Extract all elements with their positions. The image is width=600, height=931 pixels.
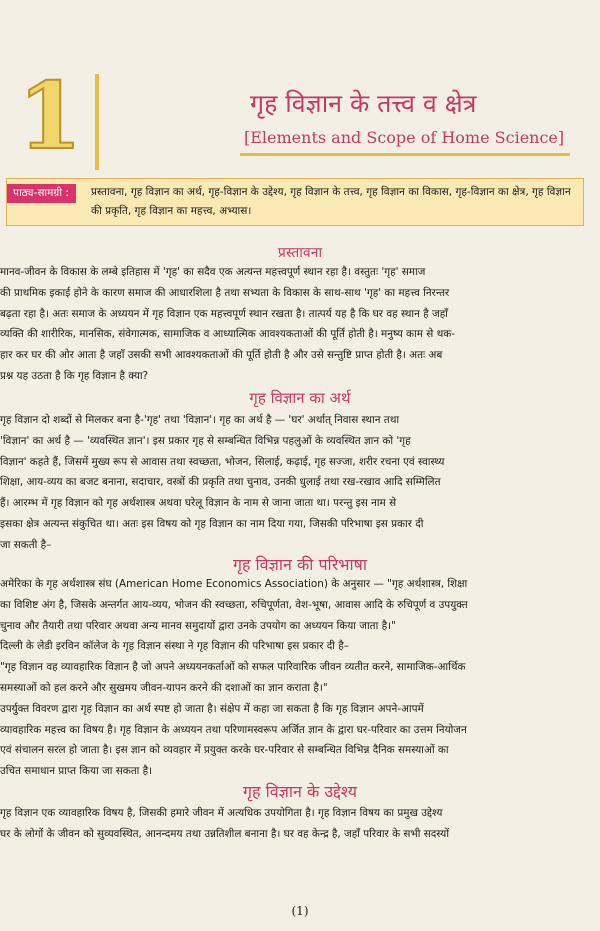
paragraph-meaning: गृह विज्ञान दो शब्दों से मिलकर बना है-'गृह' तथा 'विज्ञान'। गृह का अर्थ है — 'घर' अर्थात् निवास स्थान तथा 'विज्ञान' का अर्थ है — 'व्यवस्थित ज्ञान'। इस प्रकार गृह से सम्बन्धित विभिन्न पहलुओं के व्यवस्थित ज्ञान को 'गृह विज्ञान' कहते हैं, जिसमें मुख्य रूप से आवास तथा स्वच्छता, भोजन, सिलाई, कढ़ाई, गृह सज्जा, शरीर रचना एवं स्वास्थ्य शिक्षा, आय-व्यय का बजट बनाना, सदाचार, वस्त्रों की प्रकृति तथा चुनाव, उनकी धुलाई तथा रख-रखाव आदि सम्मिलित हैं। आरम्भ में गृह विज्ञान को गृह अर्थशास्त्र अथवा घरेलू विज्ञान के नाम से जाना जाता था। परन्तु इस नाम से इसका क्षेत्र अत्यन्त संकुचित था। अतः इस विषय को गृह विज्ञान का नाम दिया गया, जिसकी परिभाषा इस प्रकार दी जा सकती है– <box>0 414 445 551</box>
section-heading-definition: गृह विज्ञान की परिभाषा <box>232 555 368 574</box>
chapter-number: 1 <box>18 62 83 170</box>
section-heading-objectives: गृह विज्ञान के उद्देश्य <box>243 782 357 801</box>
contents-box <box>6 178 584 226</box>
title-divider <box>95 74 99 170</box>
chapter-title: गृह विज्ञान के तत्त्व व क्षेत्र <box>250 89 477 118</box>
section-heading-intro: प्रस्तावना <box>277 245 323 261</box>
contents-label: पाठ्य-सामग्री : <box>7 184 76 203</box>
title-underline <box>240 153 570 156</box>
chapter-subtitle: [Elements and Scope of Home Science] <box>244 128 565 147</box>
contents-text: प्रस्तावना, गृह विज्ञान का अर्थ, गृह-विज्ञान के उद्देश्य, गृह विज्ञान के तत्त्व, गृह विज्ञान का विकास, गृह-विज्ञान का क्षेत्र, गृह विज्ञान की प्रकृति, गृह विज्ञान का महत्त्व, अभ्यास। <box>91 186 571 217</box>
section-heading-meaning: गृह विज्ञान का अर्थ <box>249 389 351 407</box>
page-number: (1) <box>291 904 309 918</box>
paragraph-objectives: गृह विज्ञान एक व्यावहारिक विषय है, जिसकी हमारे जीवन में अत्यधिक उपयोगिता है। गृह विज्ञान विषय का प्रमुख उद्देश्य घर के लोगों के जीवन को सुव्यवस्थित, आनन्दमय तथा उन्नतिशील बनाना है। घर वह केन्द्र है, जहाँ परिवार के सभी सदस्यों <box>0 807 450 840</box>
paragraph-definition: अमेरिका के गृह अर्थशास्त्र संघ (American Home Economics Association) के अनुसार — "गृह अर्थशास्त्र, शिक्षा का विशिष्ट अंग है, जिसके अन्तर्गत आय-व्यय, भोजन की स्वच्छता, रुचिपूर्णता, वेश-भूषा, आवास आदि के रुचिपूर्ण व उपयुक्त चुनाव और तैयारी तथा परिवार अथवा अन्य मानव समुदायों द्वारा उनके उपयोग का अध्ययन किया जाता है।" दिल्ली के लेडी इरविन कॉलेज के गृह विज्ञान संस्था ने गृह विज्ञान की परिभाषा इस प्रकार दी है– "गृह विज्ञान वह व्यावहारिक विज्ञान है जो अपने अध्ययनकर्ताओं को सफल पारिवारिक जीवन व्यतीत करने, सामाजिक-आर्थिक समस्याओं को हल करने और सुखमय जीवन-यापन करने की दशाओं का ज्ञान कराता है।" उपर्युक्त विवरण द्वारा गृह विज्ञान का अर्थ स्पष्ट हो जाता है। संक्षेप में कहा जा सकता है कि गृह विज्ञान अपने-आपमें व्यावहारिक महत्त्व का विषय है। गृह विज्ञान के अध्ययन तथा परिणामस्वरूप अर्जित ज्ञान के द्वारा घर-परिवार का उत्तम नियोजन एवं संचालन सरल हो जाता है। इस ज्ञान को व्यवहार में प्रयुक्त करके घर-परिवार से सम्बन्धित विभिन्न दैनिक समस्याओं का उचित समाधान प्राप्त किया जा सकता है। <box>0 578 468 778</box>
paragraph-intro: मानव-जीवन के विकास के लम्बे इतिहास में 'गृह' का सदैव एक अत्यन्त महत्त्वपूर्ण स्थान रहा है। वस्तुतः 'गृह' समाज की प्राथमिक इकाई होने के कारण समाज की आधारशिला है तथा सभ्यता के विकास के साथ-साथ 'गृह' का महत्त्व निरन्तर बढ़ता रहा है। अतः समाज के अध्ययन में गृह विज्ञान एक महत्त्वपूर्ण स्थान रखता है। तात्पर्य यह है कि घर वह स्थान है जहाँ व्यक्ति की शारीरिक, मानसिक, संवेगात्मक, सामाजिक व आध्यात्मिक आवश्यकताओं की पूर्ति होती है। मनुष्य काम से थक- हार कर घर की ओर आता है जहाँ उसकी सभी आवश्यकताओं की पूर्ति होती है और उसे सन्तुष्टि प्राप्त होती है। अतः अब प्रश्न यह उठता है कि गृह विज्ञान है क्या? <box>0 266 455 382</box>
